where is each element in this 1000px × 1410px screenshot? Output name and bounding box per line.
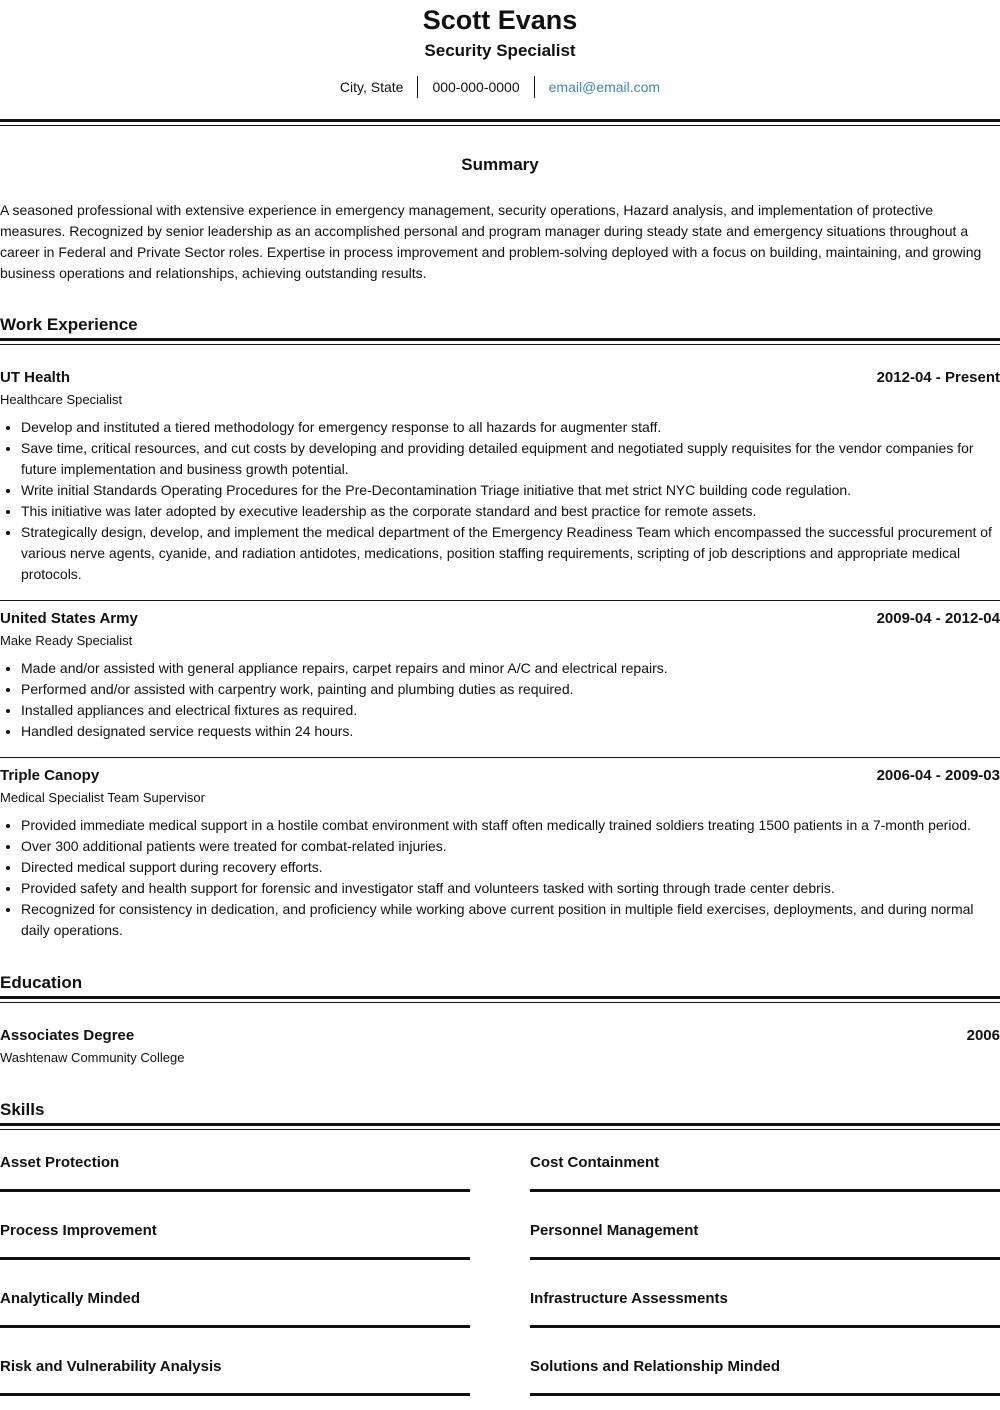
- job-bullet: • Performed and/or assisted with carpentry work, painting and plumbing duties as required.: [21, 679, 1000, 700]
- skill-item: Analytically Minded: [0, 1289, 470, 1328]
- job-entry: [0, 368, 1000, 585]
- job-dates: 2006-04 - 2009-03: [876, 767, 1000, 784]
- job-bullets: [0, 417, 1000, 585]
- skill-item: Solutions and Relationship Minded: [530, 1357, 1000, 1396]
- candidate-title: Security Specialist: [424, 41, 576, 60]
- summary-text: A seasoned professional with extensive experience in emergency management, security operations, Hazard analysis, and implementation of protective measures. Recognized by senior leadership as an accomplished personal and program manager during steady state and emergency situations throughout a career in Federal and Private Sector roles. Expertise in process improvement and problem-solving deployed with a focus on building, maintaining, and growing business operations and relationships, achieving outstanding results.: [0, 202, 982, 281]
- education-school: Washtenaw Community College: [0, 1050, 185, 1065]
- job-divider: [0, 600, 1000, 601]
- job-company: UT Health: [0, 369, 71, 386]
- skill-item: Cost Containment: [530, 1153, 1000, 1192]
- skills-divider: [0, 1123, 1000, 1130]
- job-bullet: • Write initial Standards Operating Procedures for the Pre-Decontamination Triage initiative that met strict NYC building code regulation.: [21, 480, 1000, 501]
- job-bullet: • Provided immediate medical support in a hostile combat environment with staff often medically trained soldiers treating 1500 patients in a 7-month period.: [21, 815, 1000, 836]
- contact-email-link[interactable]: email@email.com: [548, 79, 661, 95]
- job-company: Triple Canopy: [0, 767, 100, 784]
- education-heading: Education: [0, 973, 83, 992]
- education-year: 2006: [966, 1027, 1000, 1044]
- education-divider: [0, 996, 1000, 1003]
- job-bullets: [0, 658, 1000, 742]
- job-bullet: • Strategically design, develop, and implement the medical department of the Emergency Readiness Team which encompassed the successful procurement of various nerve agents, cyanide, and radiation antidotes, medications, position staffing requirements, scripting of job descriptions and appropriate medical protocols.: [21, 522, 1000, 585]
- job-bullet: • Recognized for consistency in dedication, and proficiency while working above current position in multiple field exercises, deployments, and during normal daily operations.: [21, 899, 1000, 941]
- job-bullet: • Directed medical support during recovery efforts.: [21, 857, 1000, 878]
- job-company: United States Army: [0, 610, 138, 627]
- job-role: Make Ready Specialist: [0, 633, 133, 648]
- job-divider: [0, 757, 1000, 758]
- work-experience-divider: [0, 338, 1000, 345]
- job-dates: 2009-04 - 2012-04: [876, 610, 1000, 627]
- job-bullets: [0, 815, 1000, 941]
- job-bullet: • Handled designated service requests within 24 hours.: [21, 721, 1000, 742]
- job-bullet: • Made and/or assisted with general appliance repairs, carpet repairs and minor A/C and electrical repairs.: [21, 658, 1000, 679]
- job-bullet: • Over 300 additional patients were treated for combat-related injuries.: [21, 836, 1000, 857]
- job-role: Healthcare Specialist: [0, 392, 123, 407]
- candidate-name: Scott Evans: [422, 5, 578, 35]
- job-bullet: • Installed appliances and electrical fixtures as required.: [21, 700, 1000, 721]
- skills-heading: Skills: [0, 1100, 45, 1119]
- job-bullet: • Save time, critical resources, and cut costs by developing and providing detailed equipment and negotiated supply requisites for the vendor companies for future implementation and business growth potential.: [21, 438, 1000, 480]
- job-bullet: • This initiative was later adopted by executive leadership as the corporate standard and best practice for remote assets.: [21, 501, 1000, 522]
- work-experience-heading: Work Experience: [0, 315, 138, 334]
- job-bullet: • Develop and instituted a tiered methodology for emergency response to all hazards for augmenter staff.: [21, 417, 1000, 438]
- job-bullet: • Provided safety and health support for forensic and investigator staff and volunteers tasked with sorting through trade center debris.: [21, 878, 1000, 899]
- contact-bar: [0, 76, 1000, 98]
- job-role: Medical Specialist Team Supervisor: [0, 790, 205, 805]
- education-entry: [0, 1026, 1000, 1067]
- header-divider: [0, 119, 1000, 126]
- contact-location: City, State: [339, 79, 404, 95]
- job-dates: 2012-04 - Present: [876, 369, 1000, 386]
- skill-item: Risk and Vulnerability Analysis: [0, 1357, 470, 1396]
- job-entry: [0, 609, 1000, 742]
- skill-item: Personnel Management: [530, 1221, 1000, 1260]
- job-entry: [0, 766, 1000, 941]
- skill-item: Process Improvement: [0, 1221, 470, 1260]
- education-degree: Associates Degree: [0, 1027, 135, 1044]
- skill-item: Asset Protection: [0, 1153, 470, 1192]
- contact-phone: 000-000-0000: [432, 79, 520, 95]
- skill-item: Infrastructure Assessments: [530, 1289, 1000, 1328]
- summary-heading: Summary: [461, 155, 539, 174]
